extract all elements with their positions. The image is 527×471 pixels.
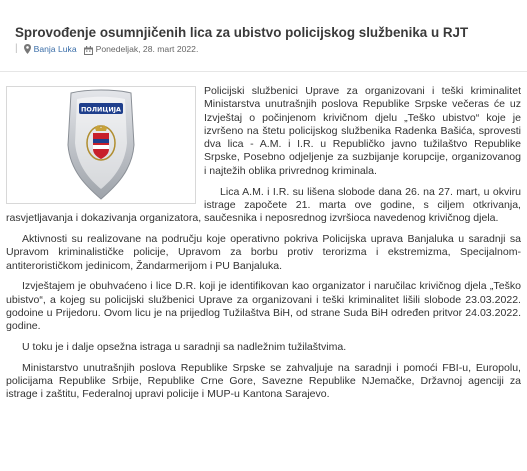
article-meta [15, 42, 198, 56]
paragraph-5: U toku je i dalje opsežna istraga u saradnji sa nadležnim tužilaštvima. [22, 341, 347, 354]
paragraph-1: Policijski službenici Uprave za organizovani i teški kriminalitet Ministarstva unutrašnjih poslova Republike Srpske večeras će uz Izvještaj o počinjenom krivičnom djelu „Teško ubistvo“ koje je izvršeno na štetu policijskog službenika Radenka Bašića, sprovesti dva lica - A.M. i I.R. u Republičko javno tužilaštvo Republike Srpske, Posebno odjeljenje za suzbijanje korupcije, organizovanog i najtežih oblika privrednog kriminala. [204, 85, 521, 177]
police-badge-image [6, 86, 196, 204]
meta-separator: | [15, 43, 18, 54]
location-link[interactable]: Banja Luka [33, 44, 77, 54]
article-title: Sprovođenje osumnjičenih lica za ubistvo policijskog službenika u RJT [15, 24, 469, 40]
header-divider [0, 71, 527, 72]
article-body [6, 85, 521, 409]
article-date: Ponedeljak, 28. mart 2022. [95, 44, 199, 54]
calendar-icon [84, 45, 93, 54]
map-pin-icon [24, 44, 31, 54]
paragraph-6: Ministarstvo unutrašnjih poslova Republike Srpske se zahvaljuje na saradnji i pomoći FBI-u, Europolu, policijama Republike Srbije, Republike Crne Gore, Savezne Republike NJemačke, Državnoj agenciji za istrage i zaštitu, Federalnoj upravi policije i MUP-u Kantona Sarajevo. [6, 361, 521, 401]
paragraph-2: Lica A.M. i I.R. su lišena slobode dana 26. na 27. mart, u okviru istrage započete 21. marta ove godine, s ciljem otkrivanja, rasvjetljavanja i dokazivanja organizatora, saučesnika i neposrednog izvršioca navedenog krivičnog djela. [6, 185, 521, 225]
paragraph-4: Izvještajem je obuhvaćeno i lice D.R. koji je identifikovan kao organizator i naručilac krivičnog djela „Teško ubistvo“, a kojeg su policijski službenici Uprave za organizovani i teški kriminalitet lišili slobode 23.03.2022. godoine u Prijedoru. Ovom licu je na prijedlog Tužilaštva BiH, od strane Suda BiH određen pritvor 24.03.2022. godine. [6, 280, 521, 333]
paragraph-3: Aktivnosti su realizovane na području koje operativno pokriva Policijska uprava Banjaluka u saradnji sa Upravom kriminalističke policije, Upravom za borbu protiv terorizma i ekstremizma, Specijalnom-antiterorističkom jedinicom, Žandarmerijom i PU Banjaluka. [6, 232, 521, 272]
badge-text: ПОЛИЦИЈА [80, 105, 122, 114]
